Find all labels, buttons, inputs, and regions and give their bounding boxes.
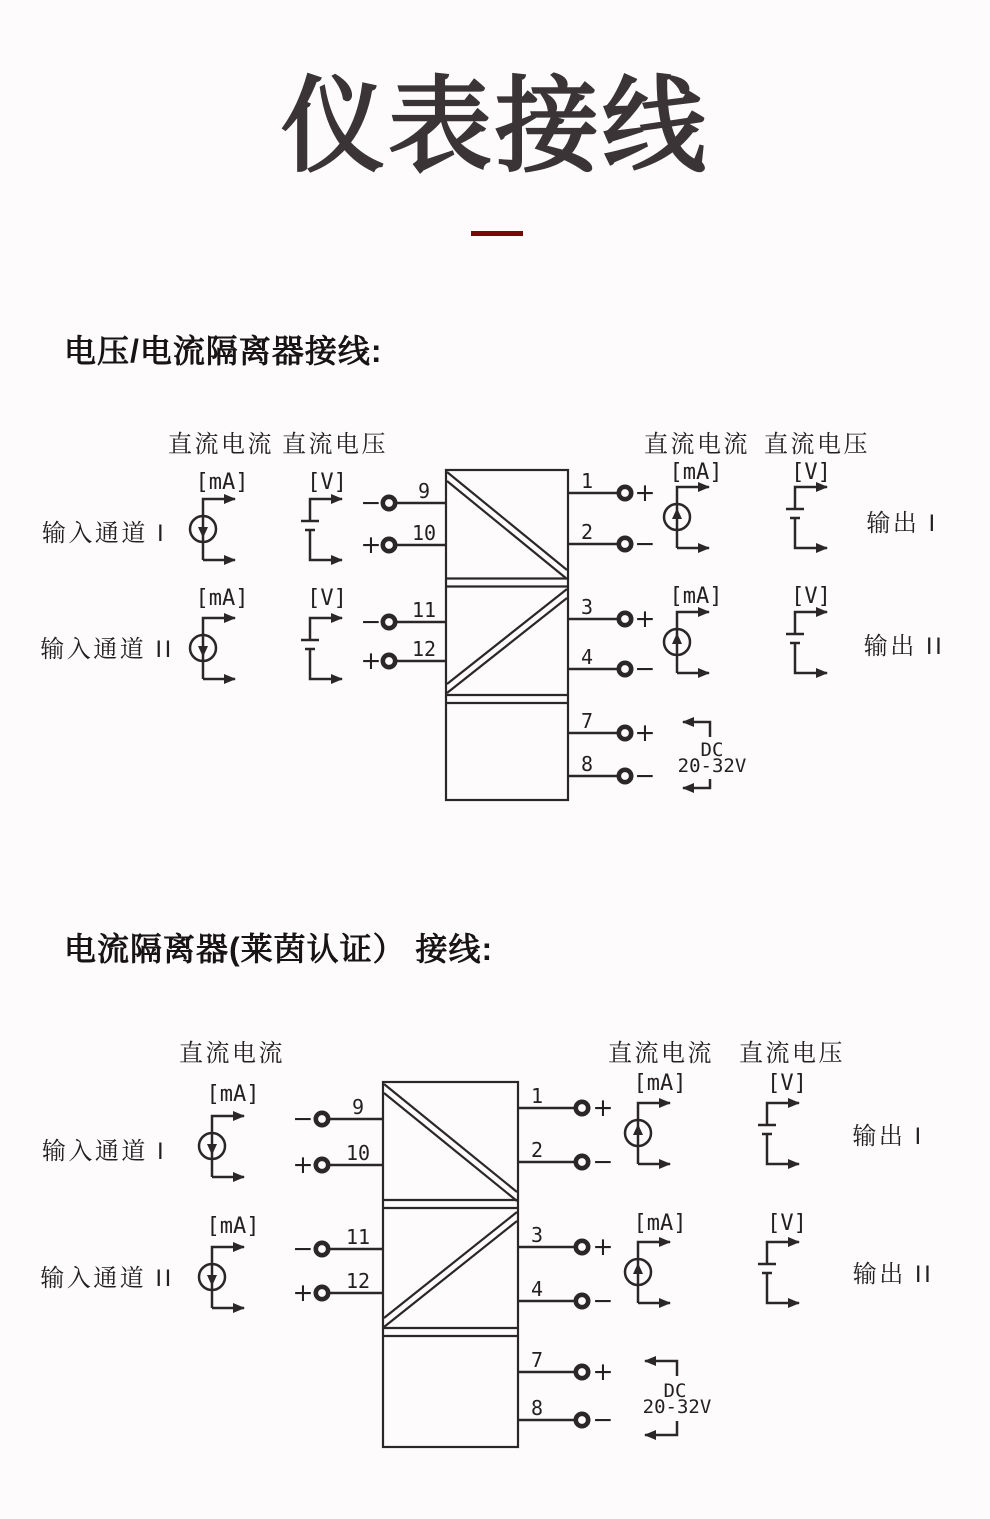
header-dc-current-output: 直流电流 bbox=[644, 431, 750, 458]
current-source-symbol-input-1 bbox=[190, 499, 235, 560]
terminal-8 bbox=[568, 752, 655, 790]
current-source-symbol-output-2 bbox=[625, 1242, 670, 1303]
current-source-symbol-output-1 bbox=[664, 487, 709, 548]
terminal-ring bbox=[576, 1241, 588, 1253]
terminal-3 bbox=[518, 1223, 613, 1261]
title-underline bbox=[471, 231, 523, 236]
terminal-12 bbox=[361, 637, 446, 675]
output-channel-2-label: 输出 II bbox=[863, 633, 945, 660]
terminal-ring bbox=[619, 487, 631, 499]
ma-unit-label: [mA] bbox=[206, 1214, 260, 1239]
svg-text:9: 9 bbox=[351, 1095, 365, 1119]
terminal-10 bbox=[293, 1141, 383, 1179]
terminal-ring bbox=[619, 613, 631, 625]
terminal-8 bbox=[518, 1396, 613, 1434]
isolation-diagonal bbox=[384, 1084, 517, 1192]
svg-text:+: + bbox=[292, 1150, 314, 1179]
v-unit-label: [V] bbox=[791, 460, 831, 485]
input-channel-1-label: 输入通道 I bbox=[41, 1138, 167, 1165]
current-source-symbol-input-2 bbox=[199, 1247, 244, 1308]
svg-text:12: 12 bbox=[345, 1269, 371, 1293]
header-dc-voltage-output: 直流电压 bbox=[764, 431, 870, 458]
section2-heading: 电流隔离器(莱茵认证） 接线: bbox=[64, 931, 494, 967]
v-unit-label: [V] bbox=[307, 586, 347, 611]
dc-label: DC bbox=[663, 1380, 687, 1402]
svg-text:2: 2 bbox=[530, 1138, 544, 1162]
dc-power-supply bbox=[678, 722, 747, 788]
header-dc-current-input: 直流电流 bbox=[168, 431, 274, 458]
terminal-4 bbox=[518, 1277, 613, 1315]
terminal-3 bbox=[568, 595, 655, 633]
svg-text:8: 8 bbox=[530, 1396, 544, 1420]
voltage-source-symbol-output-1 bbox=[758, 1103, 799, 1164]
terminal-ring bbox=[383, 655, 395, 667]
svg-text:11: 11 bbox=[411, 598, 437, 622]
svg-text:3: 3 bbox=[530, 1223, 544, 1247]
svg-text:+: + bbox=[592, 1232, 614, 1261]
dc-voltage-range: 20-32V bbox=[677, 755, 747, 777]
svg-text:10: 10 bbox=[345, 1141, 371, 1165]
svg-text:+: + bbox=[634, 604, 656, 633]
output-channel-1-label: 输出 I bbox=[866, 510, 938, 537]
isolation-diagonal bbox=[447, 472, 567, 570]
svg-text:+: + bbox=[360, 530, 382, 559]
wiring-diagram-voltage-current-isolator bbox=[0, 420, 990, 810]
ma-unit-label: [mA] bbox=[195, 470, 249, 495]
wiring-diagram-current-isolator-certified bbox=[0, 1030, 990, 1460]
terminal-ring bbox=[576, 1156, 588, 1168]
svg-text:10: 10 bbox=[411, 521, 437, 545]
v-unit-label: [V] bbox=[767, 1071, 807, 1096]
svg-text:11: 11 bbox=[345, 1225, 371, 1249]
svg-text:4: 4 bbox=[580, 645, 594, 669]
ma-unit-label: [mA] bbox=[633, 1211, 687, 1236]
svg-text:12: 12 bbox=[411, 637, 437, 661]
v-unit-label: [V] bbox=[791, 584, 831, 609]
v-unit-label: [V] bbox=[307, 470, 347, 495]
voltage-source-symbol-output-2 bbox=[786, 612, 827, 673]
terminal-9 bbox=[361, 479, 446, 517]
output-channel-1-label: 输出 I bbox=[852, 1123, 924, 1150]
ma-unit-label: [mA] bbox=[195, 586, 249, 611]
terminal-7 bbox=[518, 1348, 613, 1386]
header-dc-voltage-output: 直流电压 bbox=[739, 1040, 845, 1067]
voltage-source-symbol-input-1 bbox=[301, 499, 342, 560]
terminal-12 bbox=[293, 1269, 383, 1307]
svg-text:−: − bbox=[360, 488, 382, 517]
isolator-block bbox=[446, 470, 568, 800]
terminal-ring bbox=[316, 1243, 328, 1255]
svg-text:7: 7 bbox=[580, 709, 594, 733]
terminal-4 bbox=[568, 645, 655, 683]
svg-text:2: 2 bbox=[580, 520, 594, 544]
svg-text:4: 4 bbox=[530, 1277, 544, 1301]
terminal-ring bbox=[576, 1102, 588, 1114]
svg-text:1: 1 bbox=[530, 1084, 544, 1108]
input-channel-1-label: 输入通道 I bbox=[41, 520, 167, 547]
terminal-1 bbox=[568, 469, 655, 507]
terminal-ring bbox=[619, 663, 631, 675]
terminal-ring bbox=[576, 1295, 588, 1307]
terminal-ring bbox=[383, 616, 395, 628]
terminal-7 bbox=[568, 709, 655, 747]
terminal-ring bbox=[316, 1159, 328, 1171]
ma-unit-label: [mA] bbox=[669, 584, 723, 609]
input-channel-2-label: 输入通道 II bbox=[40, 1265, 174, 1292]
svg-text:+: + bbox=[634, 718, 656, 747]
svg-text:3: 3 bbox=[580, 595, 594, 619]
terminal-ring bbox=[576, 1414, 588, 1426]
terminal-ring bbox=[619, 727, 631, 739]
header-dc-voltage-input: 直流电压 bbox=[282, 431, 388, 458]
header-dc-current-output: 直流电流 bbox=[608, 1040, 714, 1067]
terminal-ring bbox=[316, 1287, 328, 1299]
svg-text:−: − bbox=[292, 1104, 314, 1133]
isolation-diagonal bbox=[447, 589, 567, 684]
svg-text:−: − bbox=[634, 654, 656, 683]
ma-unit-label: [mA] bbox=[669, 460, 723, 485]
terminal-11 bbox=[293, 1225, 383, 1263]
dc-voltage-range: 20-32V bbox=[642, 1396, 712, 1418]
terminal-ring bbox=[619, 770, 631, 782]
current-source-symbol-output-2 bbox=[664, 612, 709, 673]
svg-text:+: + bbox=[360, 646, 382, 675]
svg-text:7: 7 bbox=[530, 1348, 544, 1372]
dc-label: DC bbox=[700, 739, 724, 761]
isolator-block bbox=[383, 1082, 518, 1447]
svg-text:+: + bbox=[592, 1093, 614, 1122]
terminal-ring bbox=[576, 1366, 588, 1378]
input-channel-2-label: 输入通道 II bbox=[40, 636, 174, 663]
terminal-2 bbox=[568, 520, 655, 558]
voltage-source-symbol-input-2 bbox=[301, 618, 342, 679]
terminal-1 bbox=[518, 1084, 613, 1122]
svg-text:+: + bbox=[592, 1357, 614, 1386]
voltage-source-symbol-output-2 bbox=[758, 1242, 799, 1303]
svg-text:+: + bbox=[292, 1278, 314, 1307]
header-dc-current-input: 直流电流 bbox=[179, 1040, 285, 1067]
output-channel-2-label: 输出 II bbox=[852, 1261, 934, 1288]
ma-unit-label: [mA] bbox=[633, 1071, 687, 1096]
terminal-11 bbox=[361, 598, 446, 636]
svg-text:−: − bbox=[592, 1147, 614, 1176]
isolation-diagonal bbox=[384, 1212, 517, 1318]
svg-text:8: 8 bbox=[580, 752, 594, 776]
svg-text:−: − bbox=[592, 1405, 614, 1434]
svg-text:9: 9 bbox=[417, 479, 431, 503]
terminal-ring bbox=[383, 539, 395, 551]
svg-text:−: − bbox=[634, 529, 656, 558]
svg-text:1: 1 bbox=[580, 469, 594, 493]
terminal-ring bbox=[383, 497, 395, 509]
terminal-9 bbox=[293, 1095, 383, 1133]
voltage-source-symbol-output-1 bbox=[786, 487, 827, 548]
current-source-symbol-output-1 bbox=[625, 1103, 670, 1164]
ma-unit-label: [mA] bbox=[206, 1082, 260, 1107]
terminal-10 bbox=[361, 521, 446, 559]
svg-text:−: − bbox=[634, 761, 656, 790]
terminal-ring bbox=[619, 538, 631, 550]
svg-text:−: − bbox=[360, 607, 382, 636]
svg-text:−: − bbox=[292, 1234, 314, 1263]
terminal-ring bbox=[316, 1113, 328, 1125]
page-title: 仪表接线 bbox=[280, 69, 709, 185]
section1-heading: 电压/电流隔离器接线: bbox=[64, 333, 383, 369]
current-source-symbol-input-2 bbox=[190, 618, 235, 679]
terminal-2 bbox=[518, 1138, 613, 1176]
svg-text:+: + bbox=[634, 478, 656, 507]
svg-text:−: − bbox=[592, 1286, 614, 1315]
current-source-symbol-input-1 bbox=[199, 1116, 244, 1177]
dc-power-supply bbox=[643, 1361, 712, 1435]
v-unit-label: [V] bbox=[767, 1211, 807, 1236]
